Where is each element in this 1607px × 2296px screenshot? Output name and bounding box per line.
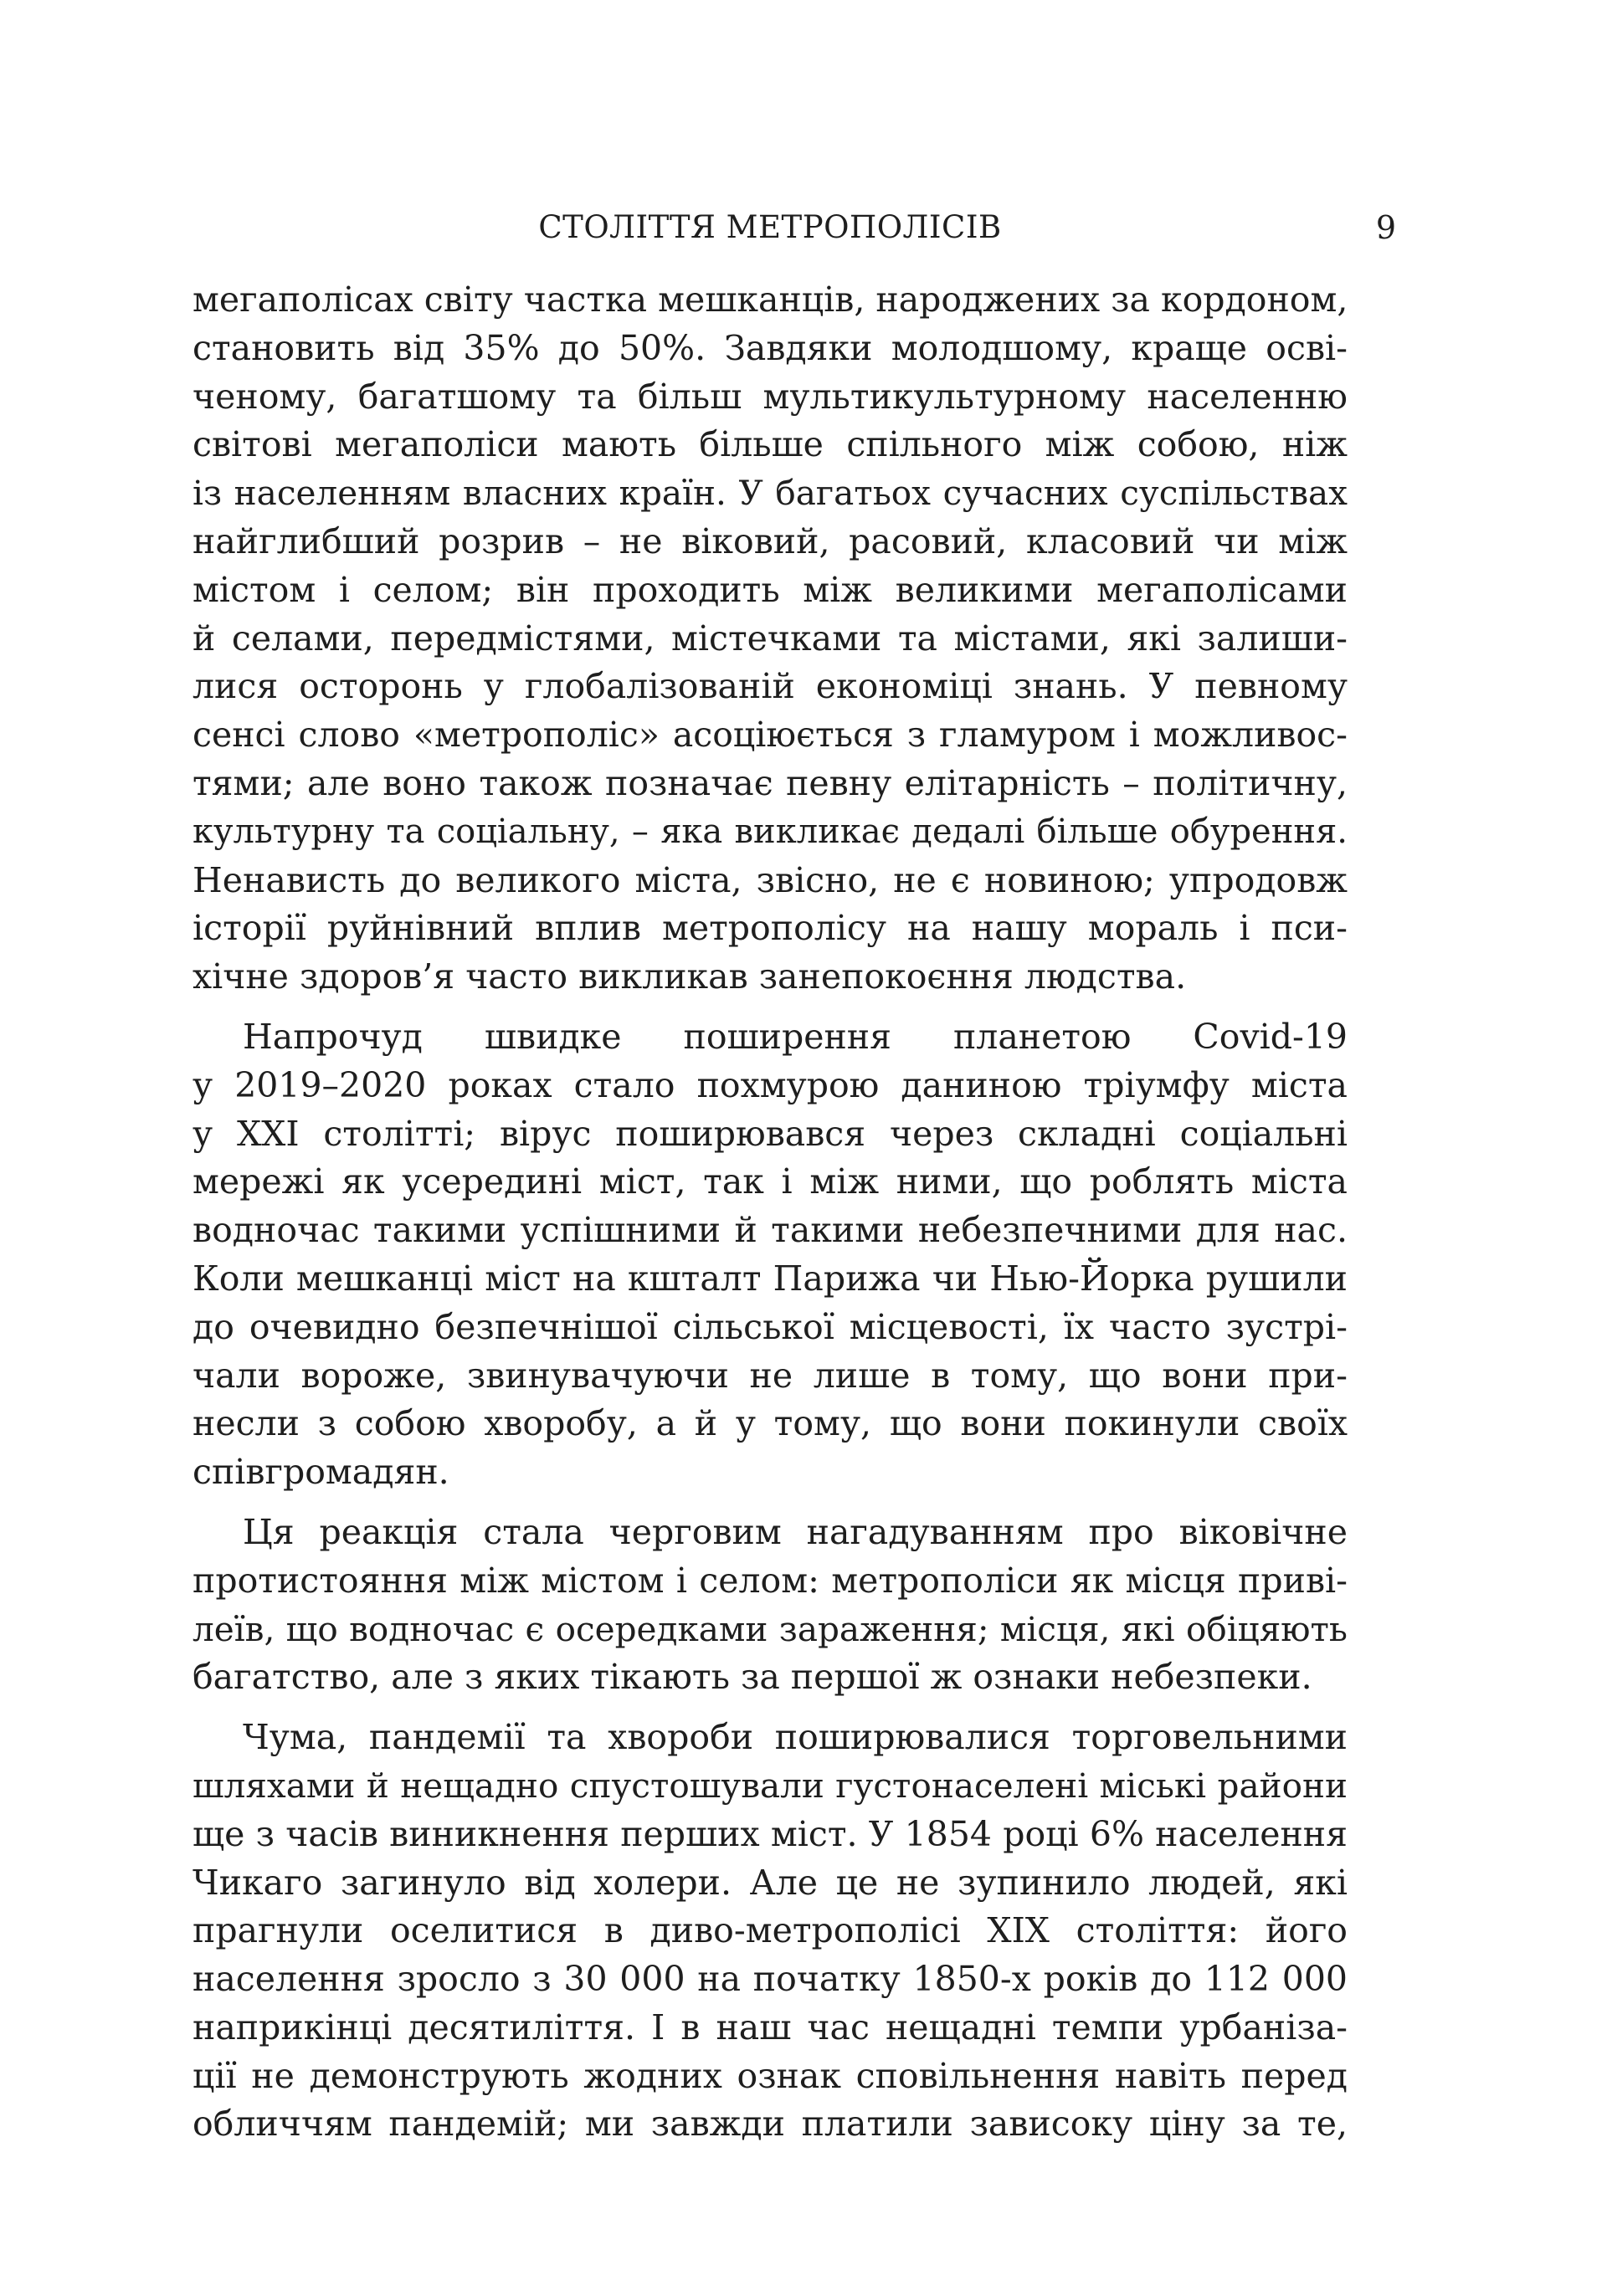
text-line: світові мегаполіси мають більше спільного між собою, ніж [193, 424, 1348, 465]
page-number: 9 [1375, 209, 1396, 246]
paragraph [193, 1509, 1348, 1702]
paragraph [193, 1714, 1348, 2149]
paragraph-gap [193, 1002, 1348, 1013]
text-line: шляхами й нещадно спустошували густонаселені міські райони [193, 1765, 1348, 1806]
text-line: ції не демонструють жодних ознак сповільнення навіть перед [193, 2055, 1348, 2096]
text-line: прагнули оселитися в диво-метрополісі XIX століття: його [193, 1910, 1348, 1951]
text-line: чали вороже, звинувачуючи не лише в тому, що вони при- [193, 1355, 1348, 1396]
paragraph [193, 276, 1348, 1002]
text-line: співгромадян. [193, 1452, 449, 1493]
text-line: лися осторонь у глобалізованій економіці знань. У певному [193, 666, 1348, 707]
text-line: у XXI столітті; вірус поширювався через складні соціальні [193, 1113, 1348, 1154]
running-title: СТОЛІТТЯ МЕТРОПОЛІСІВ [538, 209, 1002, 245]
text-line: Чикаго загинуло від холери. Але це не зупинило людей, які [193, 1862, 1348, 1903]
paragraph-gap [193, 1702, 1348, 1714]
text-line: у 2019–2020 роках стало похмурою даниною тріумфу міста [193, 1064, 1348, 1105]
text-line: містом і селом; він проходить між великими мегаполісами [193, 569, 1348, 610]
text-line: сенсі слово «метрополіс» асоціюється з гламуром і можливос- [193, 715, 1348, 756]
text-line: Напрочуд швидке поширення планетою Covid-19 [243, 1016, 1348, 1057]
text-line: несли з собою хворобу, а й у тому, що вони покинули своїх [193, 1403, 1348, 1444]
text-line: обличчям пандемій; ми завжди платили зависоку ціну за те, [193, 2104, 1348, 2145]
text-line: Чума, пандемії та хвороби поширювалися торговельними [243, 1717, 1348, 1758]
text-line: населення зросло з 30 000 на початку 1850-х років до 112 000 [193, 1959, 1348, 2000]
text-line: мегаполісах світу частка мешканців, народжених за кордоном, [193, 279, 1348, 320]
text-line: водночас такими успішними й такими небезпечними для нас. [193, 1210, 1348, 1251]
text-line: до очевидно безпечнішої сільської місцевості, їх часто зустрі- [193, 1306, 1348, 1347]
text-line: й селами, передмістями, містечками та містами, які залиши- [193, 618, 1348, 659]
paragraph-gap [193, 1497, 1348, 1509]
text-line: леїв, що водночас є осередками зараження; місця, які обіцяють [193, 1608, 1348, 1649]
text-line: Коли мешканці міст на кшталт Парижа чи Нью-Йорка рушили [193, 1258, 1348, 1299]
text-line: багатство, але з яких тікають за першої ж ознаки небезпеки. [193, 1657, 1312, 1698]
text-line: культурну та соціальну, – яка викликає дедалі більше обурення. [193, 812, 1348, 851]
text-line: Ненависть до великого міста, звісно, не є новиною; упродовж [193, 859, 1348, 900]
text-line: становить від 35% до 50%. Завдяки молодшому, краще осві- [193, 327, 1348, 368]
text-line: ще з часів виникнення перших міст. У 1854 році 6% населення [193, 1813, 1348, 1854]
text-line: наприкінці десятиліття. І в наш час нещадні темпи урбаніза- [193, 2006, 1348, 2047]
body-text [193, 276, 1348, 2149]
text-line: тями; але воно також позначає певну елітарність – політичну, [193, 762, 1348, 803]
text-line: із населенням власних країн. У багатьох сучасних суспільствах [193, 473, 1348, 514]
text-line: протистояння між містом і селом: метрополіси як місця приві- [193, 1560, 1348, 1601]
text-line: ченому, багатшому та більш мультикультурному населенню [193, 376, 1348, 417]
running-head [193, 209, 1396, 259]
text-line: хічне здоров’я часто викликав занепокоєння людства. [193, 956, 1187, 997]
paragraph [193, 1013, 1348, 1497]
text-line: мережі як усередині міст, так і між ними, що роблять міста [193, 1161, 1348, 1202]
text-line: історії руйнівний вплив метрополісу на нашу мораль і пси- [193, 908, 1348, 949]
text-line: Ця реакція стала черговим нагадуванням про віковічне [243, 1511, 1348, 1552]
text-line: найглибший розрив – не віковий, расовий, класовий чи між [193, 520, 1348, 561]
